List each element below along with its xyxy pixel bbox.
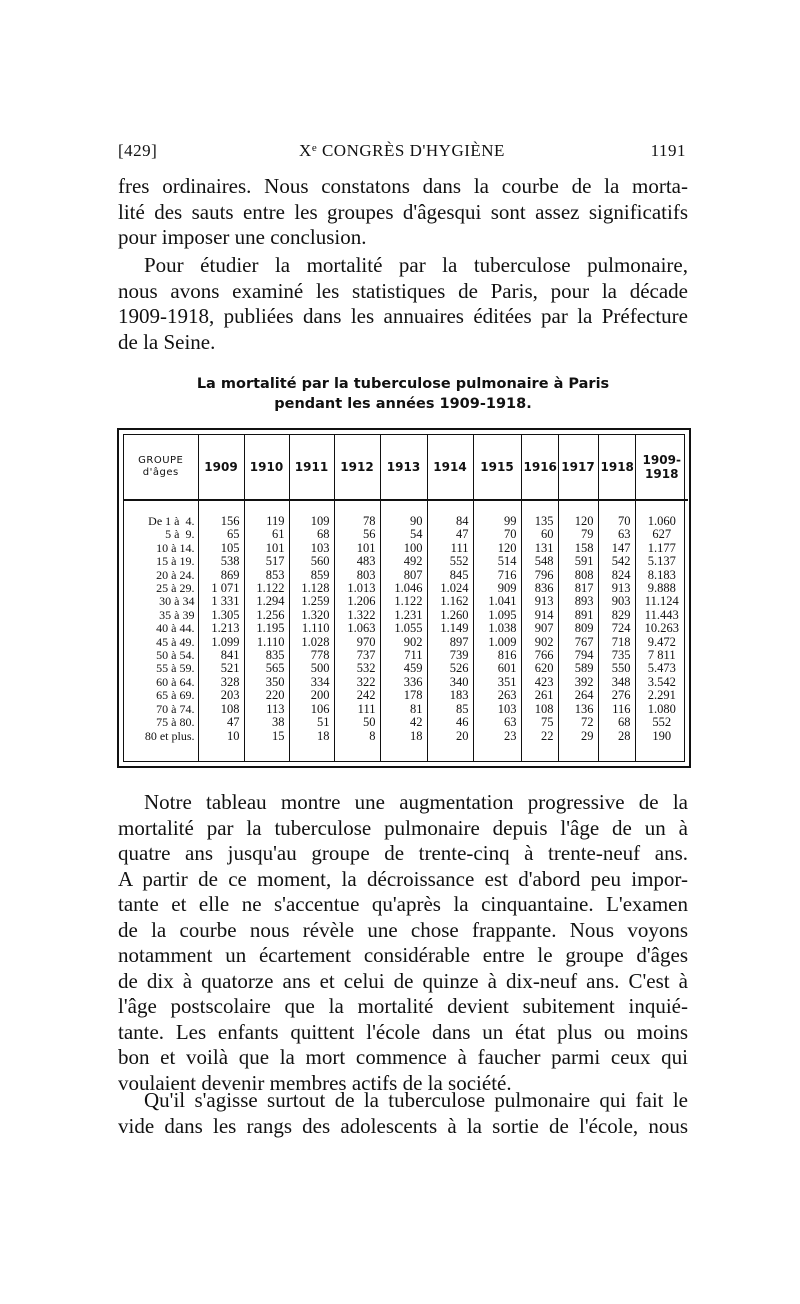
header-year: 1916 [521, 435, 558, 500]
text-line: quatre ans jusqu'au groupe de trente-cinq à trente-neuf ans. [118, 841, 688, 865]
header-age-group-line-2: d'âges [142, 467, 179, 478]
spacer-cell [473, 500, 521, 513]
year-column-1915: 99 70 120 514 716 909 1.041 1.095 1.038 1.009 816 601 351 263 103 63 23 [473, 513, 521, 761]
running-title-superscript: e [311, 142, 318, 154]
spacer-cell [334, 500, 380, 513]
year-column-1911: 109 68 103 560 859 1.128 1.259 1.320 1.110 1.028 778 500 334 200 106 51 18 [289, 513, 334, 761]
spacer-cell [427, 500, 473, 513]
text-line-content: Notre tableau montre une augmentation progressive de la [144, 790, 688, 814]
spacer-cell [244, 500, 289, 513]
header-total [635, 435, 688, 500]
text-line: de la Seine. [118, 329, 216, 354]
text-line: A partir de ce moment, la décroissance est d'abord peu impor- [118, 866, 688, 891]
text-line: lité des sauts entre les groupes d'âgesqui sont assez significatifs [118, 199, 688, 224]
text-line [118, 1088, 688, 1114]
year-column-1910: 119 61 101 517 853 1.122 1.294 1.256 1.195 1.110 835 565 350 220 113 38 15 [244, 513, 289, 761]
running-title-roman: X [299, 141, 312, 160]
age-groups-column: De 1 à 4. 5 à 9. 10 à 14. 15 à 19. 20 à 24. 25 à 29. 30 à 34 35 à 39 40 à 44. 45 à 49. 50 à 54. 55 à 59. 60 à 64. 65 à 69. 70 à 74. 75 à 80. 80 et plus. [144, 514, 195, 743]
header-age-group-line-1: GROUPE [138, 455, 184, 466]
year-column-1909: 156 65 105 538 869 1 071 1 331 1.305 1.213 1.099 841 521 328 203 108 47 10 [198, 513, 244, 761]
table-caption [118, 374, 688, 414]
text-line: notamment un écartement considérable entre le groupe d'âges [118, 943, 688, 967]
year-column-1913: 90 54 100 492 807 1.046 1.122 1.231 1.055 902 711 459 336 178 81 42 18 [380, 513, 427, 761]
spacer-cell [635, 500, 688, 513]
paragraph-2 [118, 253, 688, 355]
paragraph-3 [118, 790, 688, 1096]
year-column-1917: 120 79 158 591 808 817 893 891 809 767 794 589 392 264 136 72 29 [558, 513, 598, 761]
header-year: 1914 [427, 435, 473, 500]
spacer-cell [380, 500, 427, 513]
header-year: 1912 [334, 435, 380, 500]
running-title-text: CONGRÈS D'HYGIÈNE [317, 141, 505, 160]
table-header-row [124, 435, 688, 500]
paragraph-1 [118, 174, 688, 251]
header-total-line-2: 1918 [645, 467, 679, 481]
total-column: 1.060 627 1.177 5.137 8.183 9.888 11.124 11.443 10.263 9.472 7 811 5.473 3.542 2.291 1.080 552 190 [635, 513, 688, 761]
text-line: de dix à quatorze ans et celui de quinze à dix-neuf ans. C'est à [118, 968, 688, 993]
text-line: tante et elle ne s'accentue qu'après la cinquantaine. L'examen [118, 892, 688, 916]
text-line: voulaient devenir membres actifs de la société. [118, 1070, 512, 1095]
text-line: tante. Les enfants quittent l'école dans un état plus ou moins [118, 1019, 688, 1044]
paragraph-4 [118, 1088, 688, 1139]
text-line [118, 253, 688, 279]
header-year: 1915 [473, 435, 521, 500]
table-caption-line-2: pendant les années 1909-1918. [274, 396, 532, 412]
table-body-row [124, 513, 688, 761]
text-line: bon et voilà que la mort commence à faucher parmi ceux qui [118, 1045, 688, 1069]
text-line: fres ordinaires. Nous constatons dans la courbe de la morta- [118, 174, 688, 198]
page-reference: [429] [118, 141, 158, 160]
year-column-1912: 78 56 101 483 803 1.013 1.206 1.322 1.063 970 737 532 322 242 111 50 8 [334, 513, 380, 761]
year-column-1916: 135 60 131 548 796 836 913 914 907 902 766 620 423 261 108 75 22 [521, 513, 558, 761]
spacer-cell [558, 500, 598, 513]
header-year: 1911 [289, 435, 334, 500]
header-age-group [124, 435, 198, 500]
text-line: 1909-1918, publiées dans les annuaires éditées par la Préfecture [118, 304, 688, 328]
text-line: de la courbe nous révèle une chose frappante. Nous voyons [118, 917, 688, 942]
header-year: 1918 [598, 435, 635, 500]
header-year: 1910 [244, 435, 289, 500]
header-year: 1909 [198, 435, 244, 500]
header-year: 1913 [380, 435, 427, 500]
mortality-table-frame [117, 428, 691, 768]
spacer-cell [521, 500, 558, 513]
mortality-table-inner-frame [123, 434, 685, 762]
page-number: 1191 [650, 141, 686, 160]
year-column-1914: 84 47 111 552 845 1.024 1.162 1.260 1.149 897 739 526 340 183 85 46 20 [427, 513, 473, 761]
text-line: pour imposer une conclusion. [118, 225, 367, 249]
spacer-cell [198, 500, 244, 513]
header-total-line-1: 1909- [642, 453, 681, 467]
year-column-1918: 70 63 147 542 824 913 903 829 724 718 735 550 348 276 116 68 28 [598, 513, 635, 761]
text-line: mortalité par la tuberculose pulmonaire depuis l'âge de un à [118, 815, 688, 840]
text-line: l'âge postscolaire que la mortalité devient subitement inquié- [118, 994, 688, 1018]
table-caption-line-1: La mortalité par la tuberculose pulmonaire à Paris [196, 376, 610, 392]
mortality-table [124, 435, 688, 761]
text-line [118, 790, 688, 816]
text-line-content: Qu'il s'agisse surtout de la tuberculose pulmonaire qui fait le [144, 1088, 688, 1112]
text-line: vide dans les rangs des adolescents à la sortie de l'école, nous [118, 1113, 688, 1138]
running-header [118, 141, 686, 165]
text-line-content: Pour étudier la mortalité par la tuberculose pulmonaire, [144, 253, 688, 277]
table-spacer-row [124, 500, 688, 513]
spacer-cell [124, 500, 198, 513]
header-year: 1917 [558, 435, 598, 500]
text-line: nous avons examiné les statistiques de Paris, pour la décade [118, 278, 688, 303]
spacer-cell [289, 500, 334, 513]
spacer-cell [598, 500, 635, 513]
running-title [118, 141, 686, 161]
